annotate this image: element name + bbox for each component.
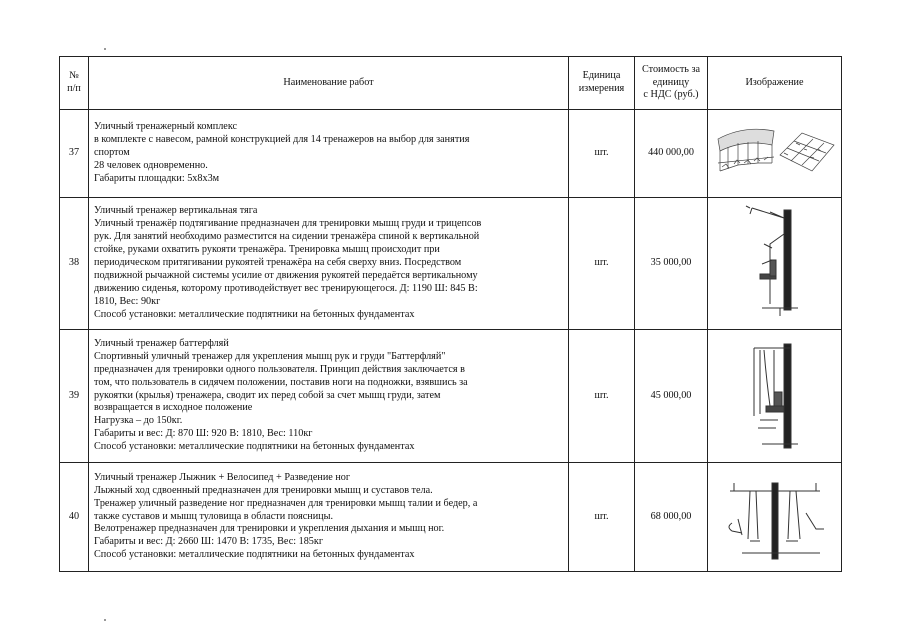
row-image — [708, 330, 842, 463]
row-image — [708, 198, 842, 330]
row-price: 35 000,00 — [635, 198, 708, 330]
table-row — [60, 330, 842, 463]
row-price: 68 000,00 — [635, 463, 708, 572]
price-table — [59, 56, 842, 572]
row-unit: шт. — [569, 110, 635, 198]
row-number: 38 — [60, 198, 89, 330]
scan-speck — [104, 48, 106, 50]
row-number: 40 — [60, 463, 89, 572]
table-row — [60, 110, 842, 198]
row-unit: шт. — [569, 198, 635, 330]
scan-speck — [104, 619, 106, 621]
header-row — [60, 57, 842, 110]
row-image — [708, 463, 842, 572]
skier-bike-leg-machine-image — [720, 469, 830, 565]
table-row — [60, 463, 842, 572]
table-row — [60, 198, 842, 330]
row-unit: шт. — [569, 330, 635, 463]
row-description: Уличный тренажер Лыжник + Велосипед + Разведение ног Лыжный ход сдвоенный предназначен для тренировки мышц и суставов тела. Тренажер уличный разведение ног предназначен для тренировки мышц талии и бедер, а также суставов и мышц туловища в области поясницы. Велотренажер предназначен для тренировки и укрепления дыхания и мышц ног. Габариты и вес: Д: 2660 Ш: 1470 В: 1735, Вес: 185кг Способ установки: металлические подпятники на бетонных фундаментах — [89, 463, 569, 572]
row-number: 39 — [60, 330, 89, 463]
row-unit: шт. — [569, 463, 635, 572]
header-name: Наименование работ — [89, 57, 569, 110]
header-num: № п/п — [60, 57, 89, 110]
row-price: 440 000,00 — [635, 110, 708, 198]
lat-pulldown-machine-image — [740, 204, 810, 324]
row-number: 37 — [60, 110, 89, 198]
row-description: Уличный тренажерный комплекс в комплекте с навесом, рамной конструкцией для 14 тренажеров на выбор для занятия спортом 28 человек одновременно. Габариты площадки: 5х8х3м — [89, 110, 569, 198]
header-image: Изображение — [708, 57, 842, 110]
row-price: 45 000,00 — [635, 330, 708, 463]
butterfly-machine-image — [740, 336, 810, 456]
row-image — [708, 110, 842, 198]
header-unit: Единица измерения — [569, 57, 635, 110]
header-price: Стоимость за единицу с НДС (руб.) — [635, 57, 708, 110]
row-description: Уличный тренажер вертикальная тяга Уличный тренажёр подтягивание предназначен для тренировки мышц груди и трицепсов рук. Для занятий необходимо разместится на сидении тренажёра спиной к вертикальной стойке, руками охватить рукояти тренажёра. Тренировка мышц происходит при периодическом притягивании рукоятей тренажёра на себя сверху вниз. Посредством подвижной рычажной системы усилие от движения рукоятей передаётся вертикальному движению сиденья, которому противодействует вес тренирующегося. Д: 1190 Ш: 845 В: 1810, Вес: 90кг Способ установки: металлические подпятники на бетонных фундаментах — [89, 198, 569, 330]
canopy-complex-image — [714, 119, 836, 189]
row-description: Уличный тренажер баттерфляй Спортивный уличный тренажер для укрепления мышц рук и груди "Баттерфляй" предназначен для тренировки одного пользователя. Принцип действия заключается в том, что пользователь в сидячем положении, поставив ноги на подножки, взявшись за рукоятки (крылья) тренажера, сводит их перед собой за счет мышц груди, затем возвращается в исходное положение Нагрузка – до 150кг. Габариты и вес: Д: 870 Ш: 920 В: 1810, Вес: 110кг Способ установки: металлические подпятники на бетонных фундаментах — [89, 330, 569, 463]
